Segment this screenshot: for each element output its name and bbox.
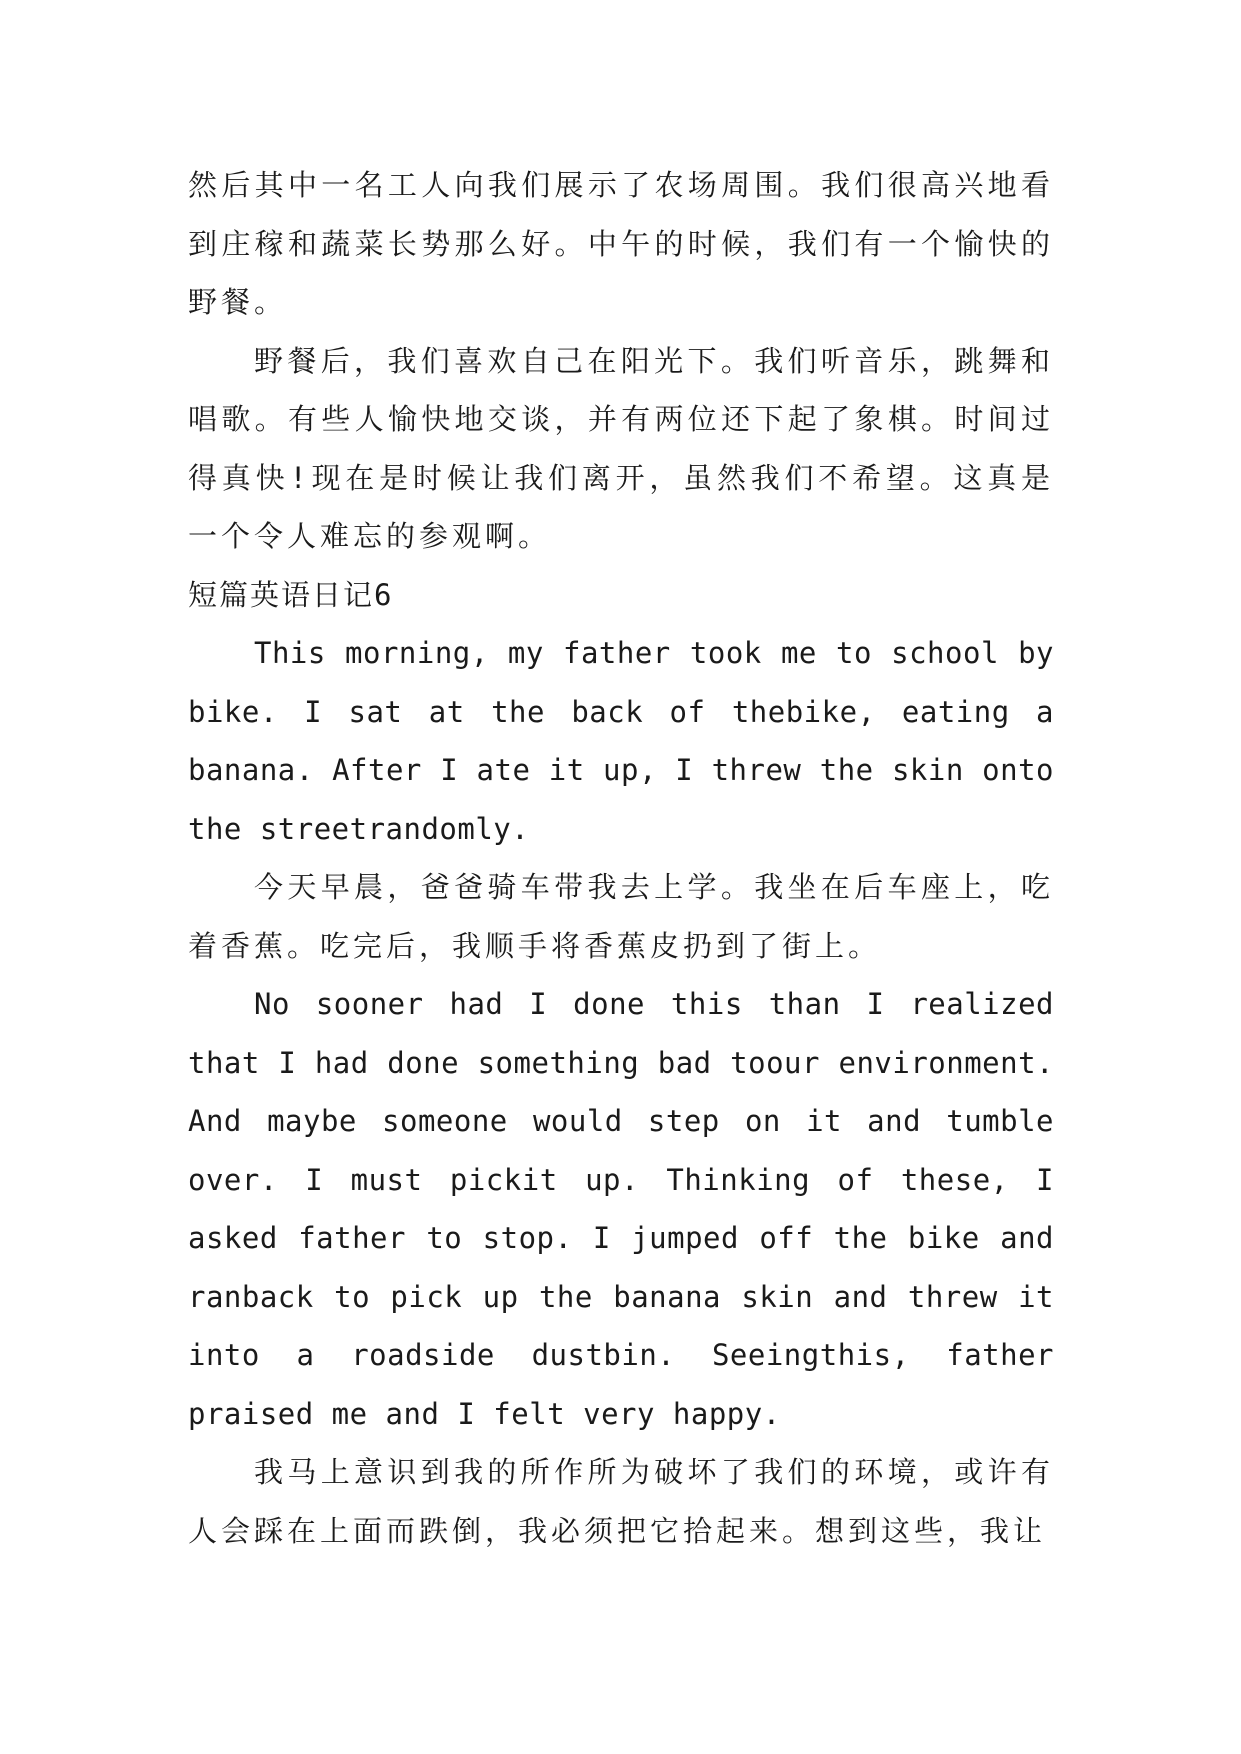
paragraph-4: 今天早晨，爸爸骑车带我去上学。我坐在后车座上，吃着香蕉。吃完后，我顺手将香蕉皮扔到了街上。 bbox=[188, 870, 1054, 963]
section-heading: 短篇英语日记6 bbox=[188, 577, 394, 612]
paragraph-6: 我马上意识到我的所作所为破坏了我们的环境，或许有人会踩在上面而跌倒，我必须把它拾起来。想到这些，我让 bbox=[188, 1455, 1054, 1548]
document-body bbox=[188, 156, 1054, 1560]
paragraph-3: This morning, my father took me to school by bike. I sat at the back of thebike, eating a banana. After I ate it up, I threw the skin onto the streetrandomly. bbox=[188, 636, 1054, 846]
paragraph-2: 野餐后，我们喜欢自己在阳光下。我们听音乐，跳舞和唱歌。有些人愉快地交谈，并有两位还下起了象棋。时间过得真快!现在是时候让我们离开，虽然我们不希望。这真是一个令人难忘的参观啊。 bbox=[188, 343, 1054, 553]
paragraph-1: 然后其中一名工人向我们展示了农场周围。我们很高兴地看到庄稼和蔬菜长势那么好。中午的时候，我们有一个愉快的野餐。 bbox=[188, 168, 1054, 319]
paragraph-5: No sooner had I done this than I realized that I had done something bad toour environment. And maybe someone would step on it and tumble over. I must pickit up. Thinking of these, I asked father to stop. I jumped off the bike and ranback to pick up the banana skin and threw it into a roadside dustbin. Seeingthis, father praised me and I felt very happy. bbox=[188, 987, 1054, 1431]
